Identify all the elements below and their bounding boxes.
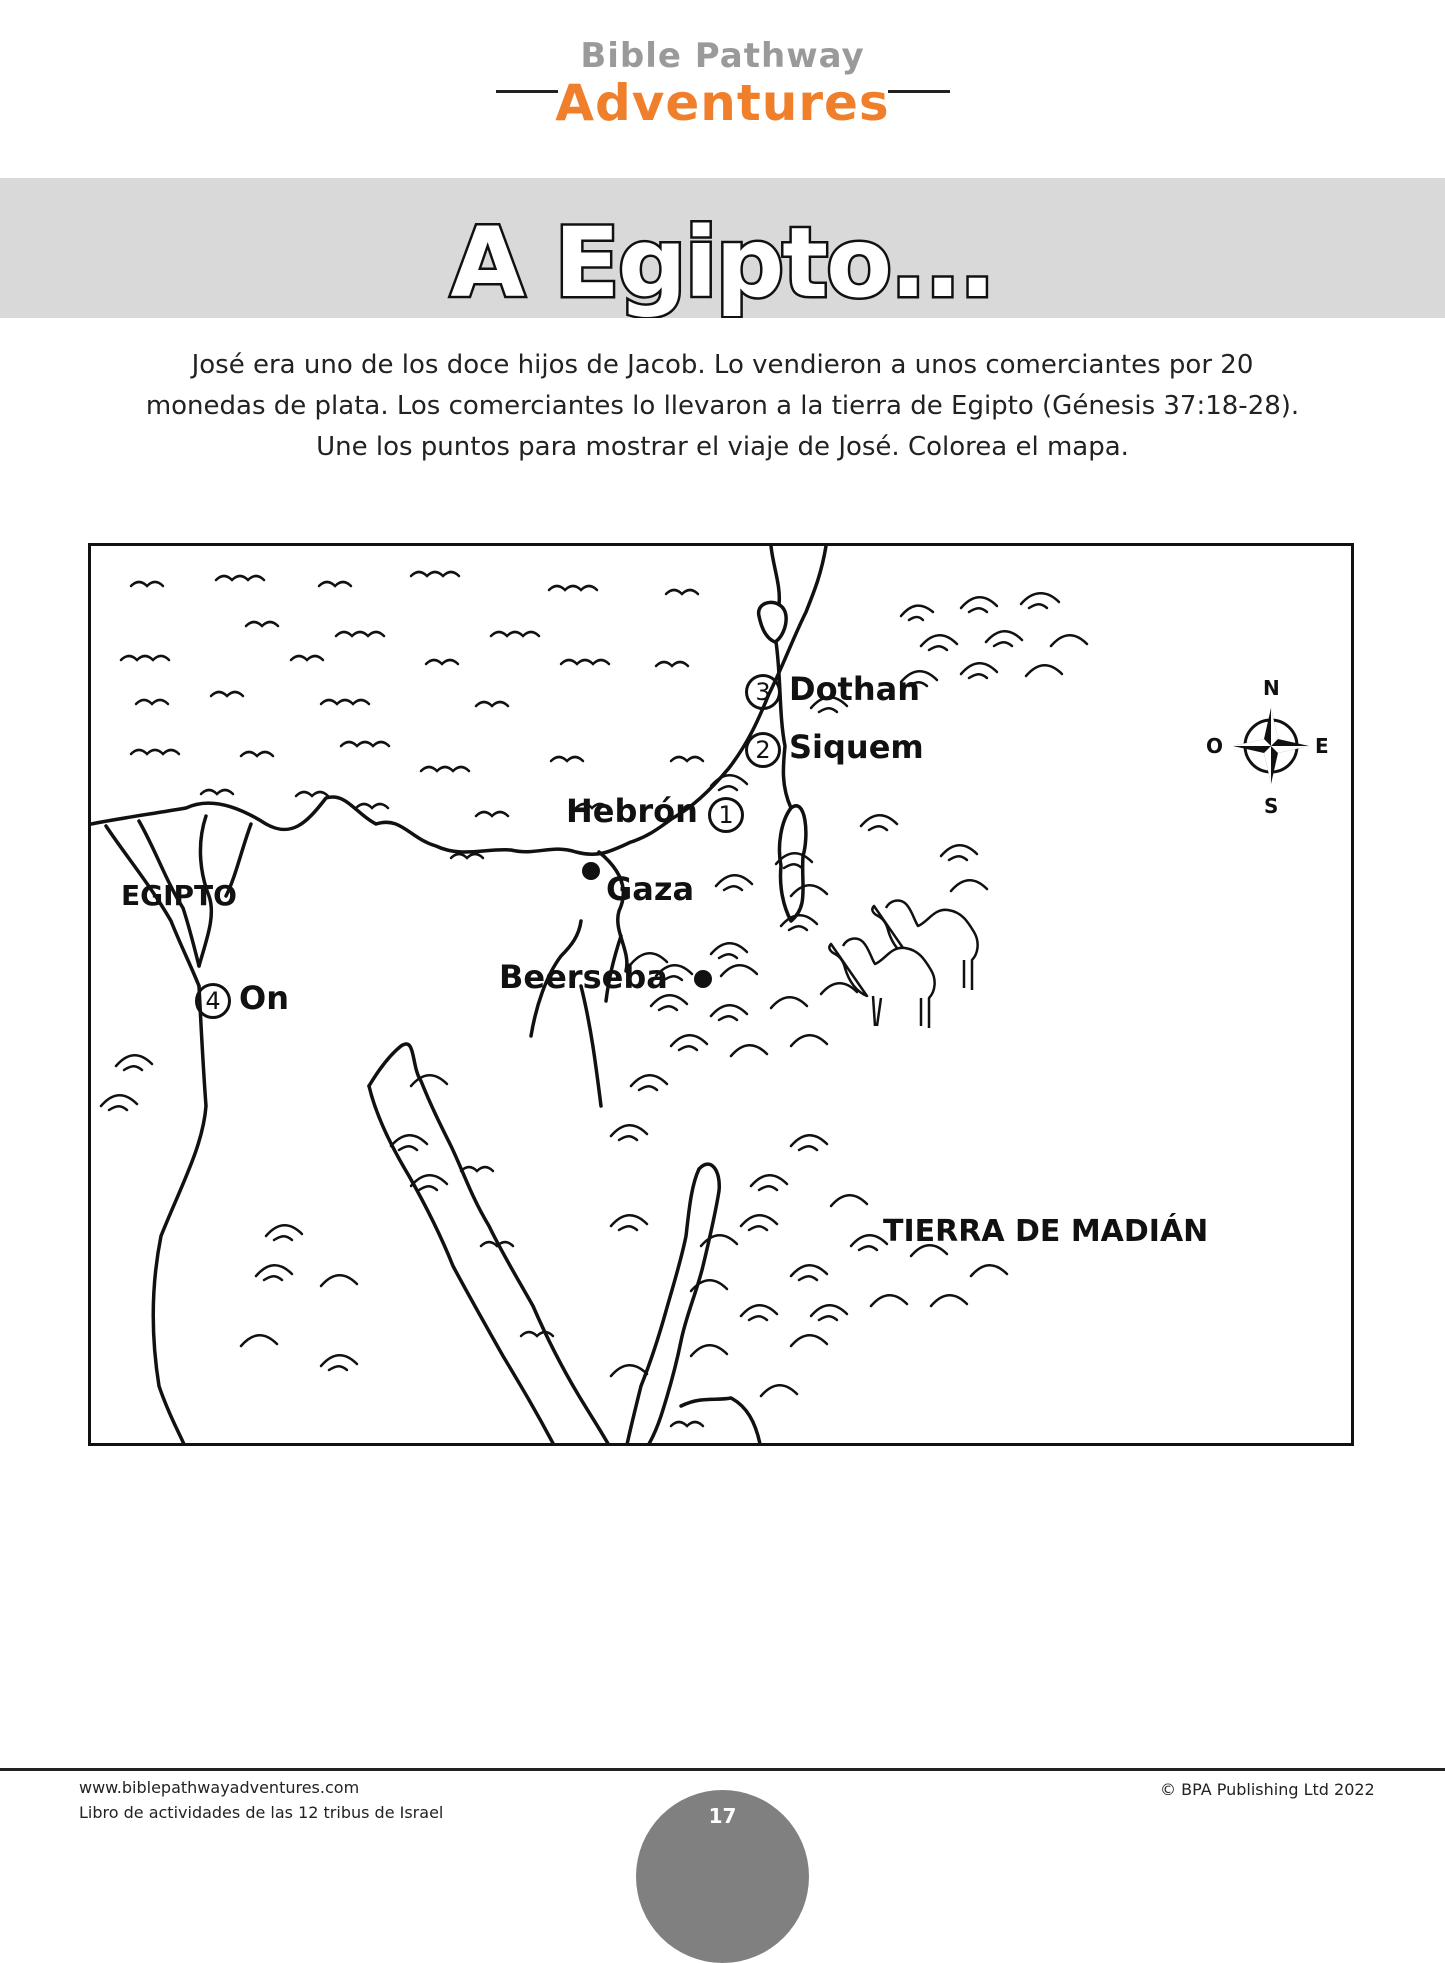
- stop-number-3: 3: [745, 674, 781, 710]
- footer-book-title: Libro de actividades de las 12 tribus de Israel: [79, 1803, 444, 1822]
- gulf-of-suez: [369, 1044, 611, 1446]
- region-madian: TIERRA DE MADIÁN: [883, 1214, 1209, 1249]
- place-gaza: Gaza: [606, 870, 695, 908]
- logo-line-1: Bible Pathway: [580, 36, 865, 76]
- place-beerseba: Beerseba: [499, 958, 668, 996]
- intro-text: [100, 345, 1345, 468]
- beerseba-dot: [694, 970, 712, 988]
- compass-south: S: [1264, 794, 1279, 818]
- footer-rule: [0, 1768, 1445, 1771]
- wadi: [581, 986, 601, 1106]
- intro-line: Une los puntos para mostrar el viaje de José. Colorea el mapa.: [316, 432, 1129, 462]
- camels: [829, 901, 977, 1028]
- place-siquem: Siquem: [789, 728, 924, 766]
- compass-rose-icon: [1233, 708, 1309, 784]
- footer-copyright: © BPA Publishing Ltd 2022: [1160, 1780, 1375, 1799]
- gaza-dot: [582, 862, 600, 880]
- place-hebron: Hebrón: [566, 792, 698, 830]
- compass-west: O: [1206, 734, 1224, 758]
- page-title-art: [0, 178, 1445, 318]
- place-dothan: Dothan: [789, 670, 920, 708]
- intro-line: José era uno de los doce hijos de Jacob. Lo vendieron a unos comerciantes por 20: [191, 350, 1254, 380]
- jordan-river: [771, 546, 779, 604]
- region-egipto: EGIPTO: [121, 879, 237, 912]
- title-banner: [0, 178, 1445, 318]
- stop-number-1: 1: [708, 797, 744, 833]
- nile-river: [153, 986, 206, 1446]
- map: [88, 543, 1354, 1446]
- stop-number-4: 4: [195, 983, 231, 1019]
- page-number: 17: [708, 1804, 737, 1828]
- page-title: A Egipto...: [450, 207, 994, 318]
- place-on: On: [239, 979, 289, 1017]
- sea-of-galilee: [759, 602, 787, 642]
- compass-east: E: [1315, 734, 1329, 758]
- logo-line-2: Adventures: [555, 74, 890, 132]
- stop-number-2: 2: [745, 732, 781, 768]
- jordan-river: [776, 642, 791, 808]
- footer-website[interactable]: www.biblepathwayadventures.com: [79, 1778, 360, 1797]
- compass-north: N: [1263, 676, 1280, 700]
- intro-line: monedas de plata. Los comerciantes lo llevaron a la tierra de Egipto (Génesis 37:18-28).: [145, 391, 1300, 421]
